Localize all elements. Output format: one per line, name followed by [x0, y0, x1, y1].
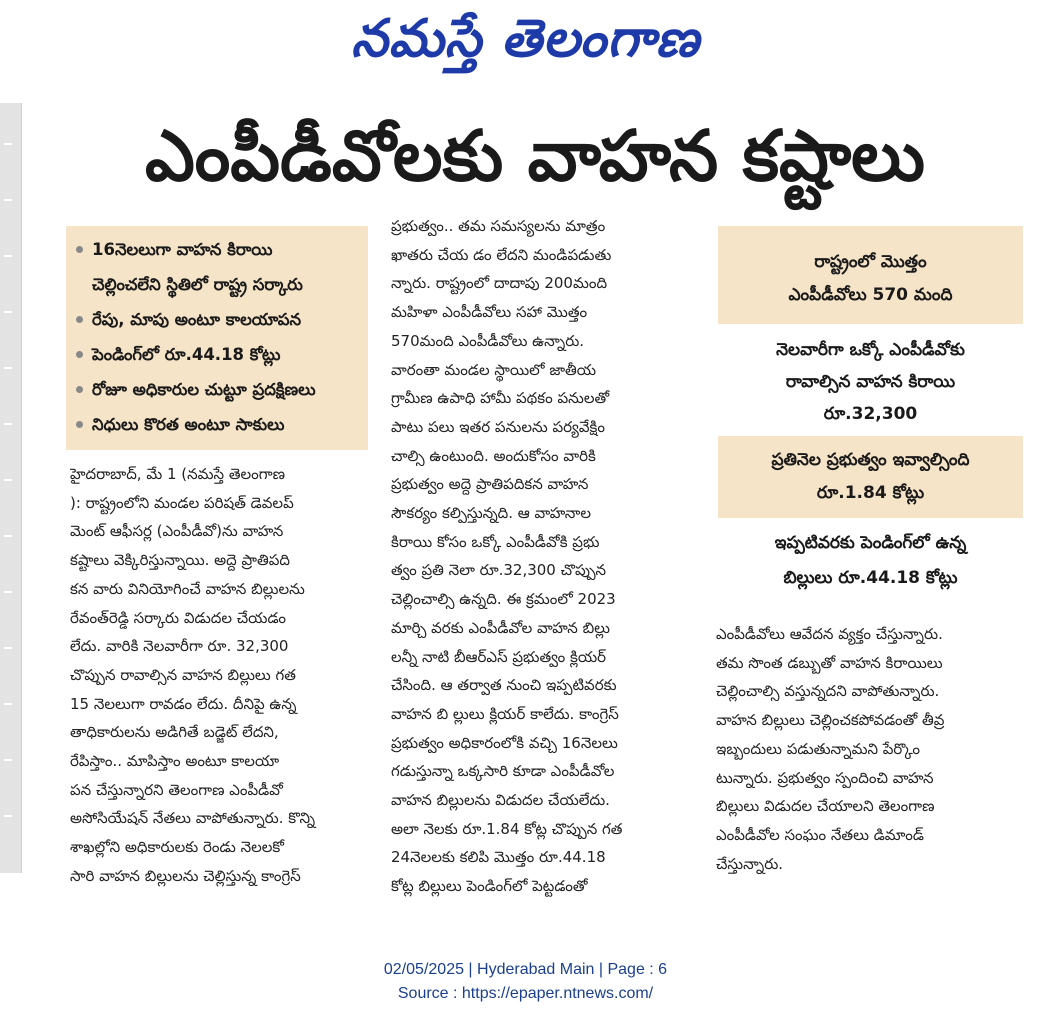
- article-line: అసోసియేషన్ నేతలు వాపోతున్నారు. కొన్ని: [70, 809, 316, 828]
- article-line: సారి వాహన బిల్లులను చెల్లిస్తున్న కాంగ్రెస్: [70, 866, 301, 885]
- article-line: గ్రామీణ ఉపాధి హామీ పథకం పనులతో: [391, 389, 610, 408]
- fact-line: రూ.32,300: [823, 404, 918, 424]
- fact-box-monthly-payment: [718, 436, 1023, 518]
- bullet-icon: [76, 246, 83, 253]
- fact-line: రావాల్సిన వాహన కిరాయి: [785, 372, 956, 392]
- article-line: కన వారు వినియోగించే వాహన బిల్లులను: [70, 579, 305, 598]
- article-line: త్వం ప్రతి నెలా రూ.32,300 చొప్పున: [391, 561, 607, 580]
- bullet-icon: [76, 351, 83, 358]
- article-headline: ఎంపీడీవోలకు వాహన కష్టాలు: [144, 115, 926, 197]
- article-line: కిరాయి కోసం ఒక్కో ఎంపీడీవోకి ప్రభు: [391, 532, 600, 551]
- bullet-icon: [76, 316, 83, 323]
- article-line: 570మంది ఎంపీడీవోలు ఉన్నారు.: [391, 331, 585, 350]
- article-line: తమ సొంత డబ్బుతో వాహన కిరాయిలు: [716, 653, 943, 672]
- article-line: ఖాతరు చేయ డం లేదని మండిపడుతు: [391, 245, 612, 264]
- fact-box-monthly-rent: [718, 326, 1023, 434]
- footer-edition-info: 02/05/2025 | Hyderabad Main | Page : 6: [383, 961, 668, 978]
- article-line: ): రాష్ట్రంలోని మండల పరిషత్ డెవలప్: [70, 493, 294, 512]
- article-line: పన చేస్తున్నారని తెలంగాణ ఎంపీడీవో: [70, 780, 283, 799]
- article-line: మహిళా ఎంపీడీవోలు సహా మొత్తం: [391, 303, 588, 322]
- article-line: వారంతా మండల స్థాయిలో జాతీయ: [391, 360, 597, 379]
- article-line: చేస్తున్నారు.: [716, 854, 784, 873]
- highlight-item: రేపు, మాపు అంటూ కాలయాపన: [74, 302, 360, 337]
- article-line: చొప్పున రావాల్సిన వాహన బిల్లులు గత: [70, 665, 296, 684]
- bullet-icon: [76, 386, 83, 393]
- article-line: 24నెలలకు కలిపి మొత్తం రూ.44.18: [391, 848, 606, 867]
- masthead-logo: నమస్తే తెలంగాణ: [351, 8, 700, 69]
- article-line: న్నారు. రాష్ట్రంలో దాదాపు 200మంది: [391, 274, 608, 293]
- article-line: టున్నారు. ప్రభుత్వం స్పందించి వాహన: [716, 768, 934, 787]
- highlight-item-continued: చెల్లించలేని స్థితిలో రాష్ట్ర సర్కారు: [92, 275, 303, 294]
- article-line: పాటు పలు ఇతర పనులను పర్యవేక్షిం: [391, 417, 605, 436]
- article-line: ఇబ్బందులు పడుతున్నామని పేర్కొం: [716, 739, 920, 758]
- fact-line: ఎంపీడీవోలు 570 మంది: [788, 285, 953, 305]
- article-line: కష్టాలు వెక్కిరిస్తున్నాయి. అద్దె ప్రాతిపది: [70, 551, 290, 570]
- article-line: మెంట్ ఆఫీసర్ల (ఎంపీడీవో)ను వాహన: [70, 522, 284, 541]
- article-line: హైదరాబాద్, మే 1 (నమస్తే తెలంగాణ: [70, 465, 285, 483]
- fact-line: ఇప్పటివరకు పెండింగ్‌లో ఉన్న: [774, 533, 967, 553]
- fact-line: రూ.1.84 కోట్లు: [816, 483, 925, 503]
- article-line: ప్రభుత్వం అధికారంలోకి వచ్చి 16నెలలు: [391, 733, 618, 752]
- highlight-item: పెండింగ్‌లో రూ.44.18 కోట్లు: [74, 337, 360, 372]
- article-column-2: [391, 212, 697, 901]
- article-line: కోట్ల బిల్లులు పెండింగ్‌లో పెట్టడంతో: [391, 877, 588, 896]
- fact-line: ప్రతినెల ప్రభుత్వం ఇవ్వాల్సింది: [771, 450, 970, 470]
- article-line: రేవంత్‌రెడ్డి సర్కారు విడుదల చేయడం: [70, 608, 286, 627]
- ruler-ticks: [4, 143, 12, 843]
- article-line: ఎంపీడీవోలు ఆవేదన వ్యక్తం చేస్తున్నారు.: [716, 625, 943, 643]
- article-line: వాహన బిల్లులను విడుదల చేయలేదు.: [391, 791, 610, 810]
- article-line: అలా నెలకు రూ.1.84 కోట్ల చొప్పున గత: [391, 819, 623, 838]
- article-line: మార్చి వరకు ఎంపీడీవోల వాహన బిల్లు: [391, 618, 610, 637]
- footer-source-link[interactable]: Source : https://epaper.ntnews.com/: [397, 985, 654, 1002]
- highlights-box: [66, 226, 368, 450]
- article-line: ఎంపీడీవోల సంఘం నేతలు డిమాండ్: [716, 825, 925, 844]
- article-line: సౌకర్యం కల్పిస్తున్నది. ఆ వాహనాల: [391, 504, 592, 523]
- bullet-icon: [76, 421, 83, 428]
- article-line: చేసింది. ఆ తర్వాత నుంచి ఇప్పటివరకు: [391, 676, 617, 695]
- fact-box-pending-bills: [718, 520, 1023, 602]
- article-line: చెల్లించాల్సి ఉన్నది. ఈ క్రమంలో 2023: [391, 590, 616, 609]
- article-column-3: [716, 620, 1030, 878]
- article-line: ప్రభుత్వం అద్దె ప్రాతిపదికన వాహన: [391, 475, 589, 494]
- article-line: లన్నీ నాటి బీఆర్‌ఎస్ ప్రభుత్వం క్లియర్: [391, 647, 607, 666]
- article-line: ప్రభుత్వం.. తమ సమస్యలను మాత్రం: [391, 217, 606, 235]
- article-line: చాల్సి ఉంటుంది. అందుకోసం వారికి: [391, 446, 596, 465]
- fact-box-total-mpdos: [718, 226, 1023, 324]
- article-line: చెల్లించాల్సి వస్తున్నదని వాపోతున్నారు.: [716, 682, 940, 701]
- highlight-item: నిధులు కొరత అంటూ సాకులు: [74, 407, 360, 442]
- article-line: శాఖల్లోని అధికారులకు రెండు నెలలకో: [70, 838, 284, 857]
- article-line: బిల్లులు విడుదల చేయాలని తెలంగాణ: [716, 797, 935, 816]
- article-line: లేదు. వారికి నెలవారీగా రూ. 32,300: [70, 637, 289, 656]
- fact-line: బిల్లులు రూ.44.18 కోట్లు: [783, 568, 958, 588]
- article-line: వాహన బి ల్లులు క్లియర్ కాలేదు. కాంగ్రెస్: [391, 704, 619, 723]
- page-edge-ruler: [0, 103, 22, 873]
- article-column-1: [70, 460, 366, 891]
- article-line: 15 నెలలుగా రావడం లేదు. దీనిపై ఉన్న: [70, 694, 297, 713]
- article-line: గడుస్తున్నా ఒక్కసారి కూడా ఎంపీడీవోల: [391, 762, 615, 781]
- fact-line: రాష్ట్రంలో మొత్తం: [814, 252, 927, 272]
- highlight-item: 16నెలలుగా వాహన కిరాయి: [74, 232, 360, 267]
- highlight-item: రోజూ అధికారుల చుట్టూ ప్రదక్షిణలు: [74, 372, 360, 407]
- article-line: రేపిస్తాం.. మాపిస్తాం అంటూ కాలయా: [70, 752, 280, 771]
- fact-line: నెలవారీగా ఒక్కో ఎంపీడీవోకు: [776, 340, 965, 360]
- article-line: వాహన బిల్లులు చెల్లించకపోవడంతో తీవ్ర: [716, 711, 945, 730]
- article-line: తాధికారులను అడిగితే బడ్జెట్ లేదని,: [70, 723, 279, 742]
